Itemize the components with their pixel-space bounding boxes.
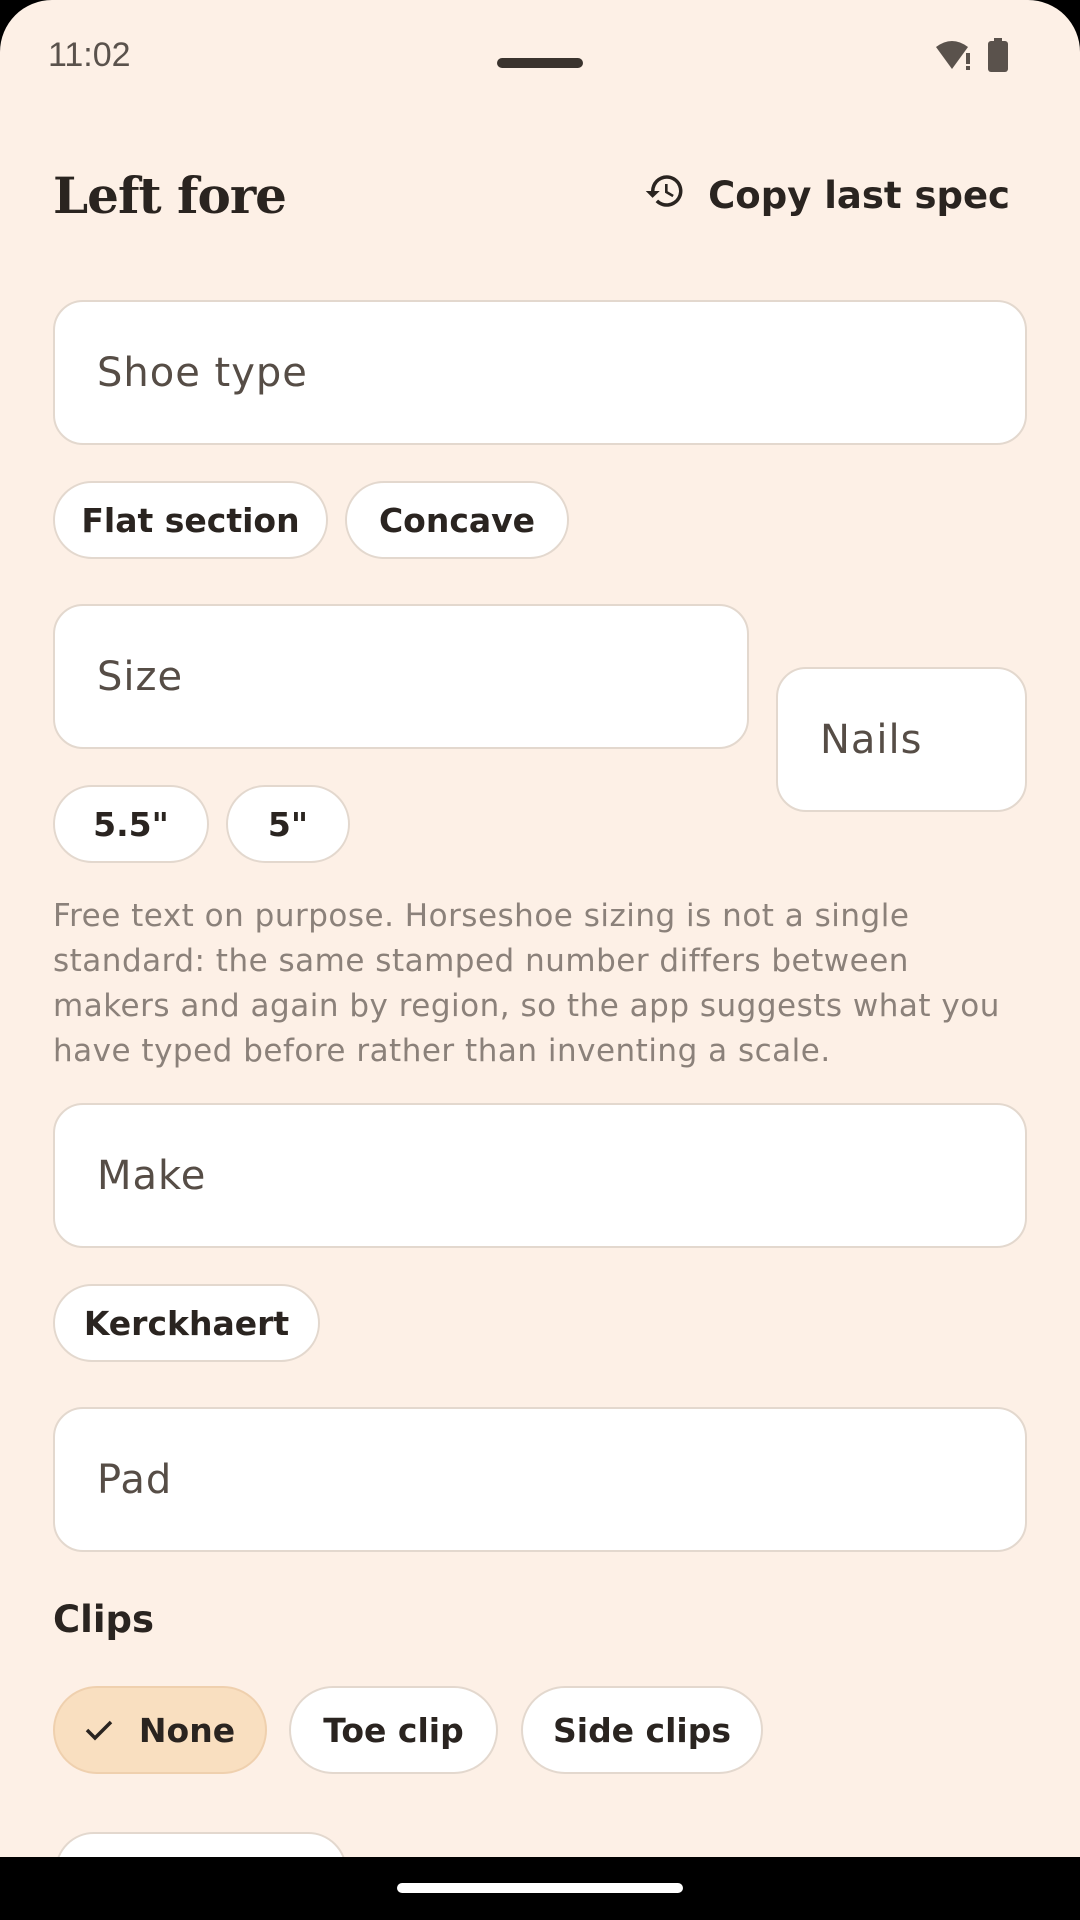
- history-icon: [644, 170, 686, 221]
- copy-last-spec-label: Copy last spec: [708, 174, 1010, 217]
- size-input[interactable]: [53, 604, 749, 749]
- nails-placeholder: Nails: [820, 716, 923, 763]
- pad-input[interactable]: [53, 1407, 1027, 1552]
- copy-last-spec-button[interactable]: [644, 170, 1010, 221]
- clip-option-label: None: [138, 1710, 236, 1750]
- navigation-bar: [0, 1857, 1080, 1920]
- size-helper-text: Free text on purpose. Horseshoe sizing is not a single standard: the same stamped number differs between makers and again by region, so the app suggests what you have typed before rather than inventing a scale.: [53, 898, 1000, 1069]
- make-suggestion-chip[interactable]: Kerckhaert: [53, 1284, 320, 1362]
- make-input[interactable]: [53, 1103, 1027, 1248]
- camera-notch: [497, 58, 583, 68]
- status-icons: [934, 38, 1008, 76]
- clip-option-none[interactable]: [53, 1686, 267, 1774]
- clip-option-toe-clip[interactable]: [289, 1686, 498, 1774]
- nails-input[interactable]: [776, 667, 1027, 812]
- battery-icon: [988, 38, 1008, 76]
- home-indicator[interactable]: [397, 1883, 683, 1893]
- clip-option-label: Side clips: [552, 1710, 732, 1750]
- shoe-type-input[interactable]: [53, 300, 1027, 445]
- status-time: 11:02: [48, 36, 131, 74]
- clip-option-label: Toe clip: [323, 1710, 464, 1750]
- size-suggestion-chip[interactable]: 5.5": [53, 785, 209, 863]
- clip-option-side-clips[interactable]: [521, 1686, 763, 1774]
- wifi-alert-icon: [934, 39, 974, 75]
- clips-label: Clips: [53, 1598, 155, 1641]
- make-placeholder: Make: [97, 1152, 207, 1199]
- shoe-type-suggestion-chip[interactable]: Concave: [345, 481, 569, 559]
- size-placeholder: Size: [97, 653, 184, 700]
- check-icon: [85, 1719, 113, 1741]
- pad-placeholder: Pad: [97, 1456, 173, 1503]
- shoe-type-suggestion-chip[interactable]: Flat section: [53, 481, 328, 559]
- size-suggestion-chip[interactable]: 5": [226, 785, 350, 863]
- shoe-type-placeholder: Shoe type: [97, 349, 308, 396]
- page-title: Left fore: [53, 166, 286, 225]
